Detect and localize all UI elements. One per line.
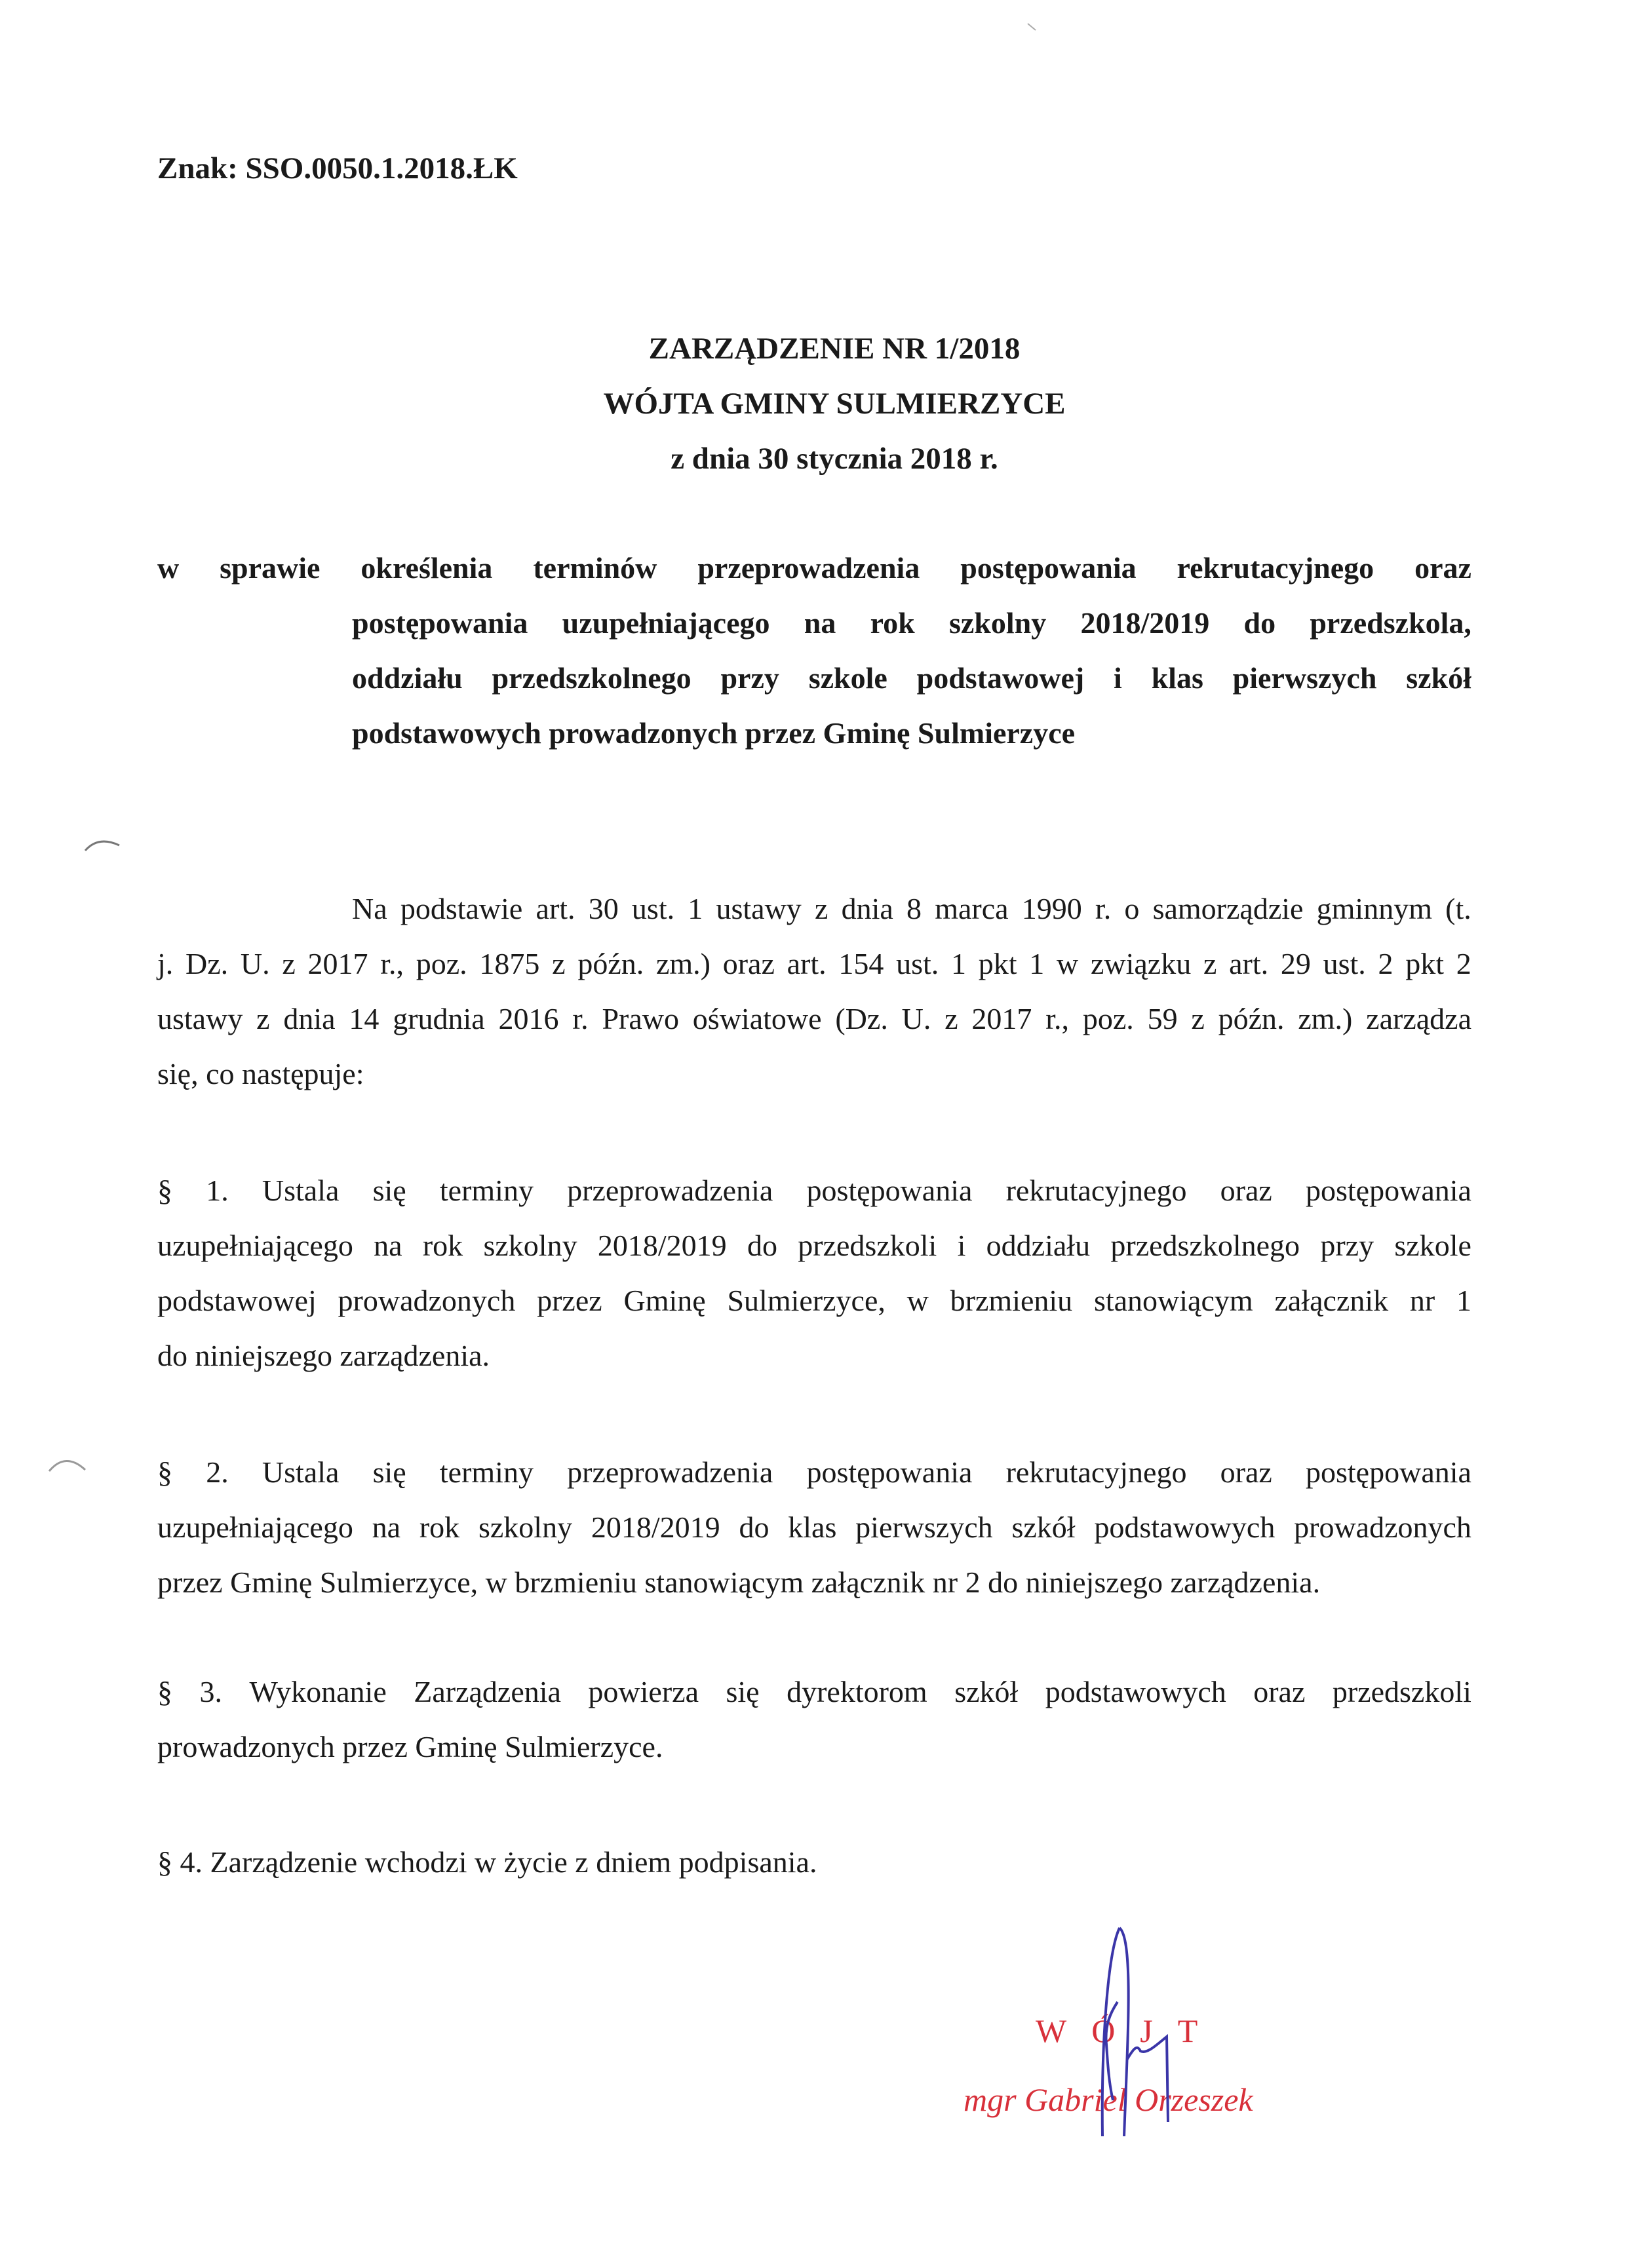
title-line: ZARZĄDZENIE NR 1/2018: [648, 332, 1021, 366]
document-subject: [157, 541, 1471, 761]
paragraph-line: uzupełniającego na rok szkolny 2018/2019 do przedszkoli i oddziału przedszkolnego przy szkole: [157, 1229, 1471, 1262]
paragraph-line: do niniejszego zarządzenia.: [157, 1339, 490, 1372]
title-date: z dnia 30 stycznia 2018 r.: [671, 442, 998, 476]
paragraph-line: Na podstawie art. 30 ust. 1 ustawy z dnia 8 marca 1990 r. o samorządzie gminnym (t.: [352, 892, 1471, 925]
paragraph-line: podstawowej prowadzonych przez Gminę Sulmierzyce, w brzmieniu stanowiącym załącznik nr 1: [157, 1284, 1471, 1317]
subject-line: w sprawie określenia terminów przeprowadzenia postępowania rekrutacyjnego oraz: [157, 551, 1471, 585]
scan-mark-arc: [46, 1451, 98, 1478]
official-stamp: [944, 1913, 1311, 2136]
legal-basis-paragraph: [157, 881, 1471, 1102]
paragraph-line: § 4. Zarządzenie wchodzi w życie z dniem podpisania.: [157, 1845, 817, 1879]
paragraph-line: ustawy z dnia 14 grudnia 2016 r. Prawo oświatowe (Dz. U. z 2017 r., poz. 59 z późn. zm.) zarządza: [157, 1002, 1471, 1035]
paragraph-line: się, co następuje:: [157, 1057, 364, 1090]
section-4: [157, 1835, 1471, 1890]
subject-line: podstawowych prowadzonych przez Gminę Sulmierzyce: [352, 716, 1076, 750]
stamp-title: WÓJT: [1036, 2012, 1223, 2049]
document-reference: Znak: SSO.0050.1.2018.ŁK: [157, 151, 518, 185]
paragraph-line: uzupełniającego na rok szkolny 2018/2019 do klas pierwszych szkół podstawowych prowadzonych: [157, 1510, 1471, 1544]
scan-mark-arc: [79, 832, 131, 858]
document-title: [0, 321, 1636, 486]
paragraph-line: § 3. Wykonanie Zarządzenia powierza się dyrektorom szkół podstawowych oraz przedszkoli: [157, 1675, 1471, 1708]
title-line: WÓJTA GMINY SULMIERZYCE: [603, 387, 1066, 421]
subject-line: postępowania uzupełniającego na rok szkolny 2018/2019 do przedszkola,: [352, 606, 1471, 640]
handwritten-signature-icon: [944, 1913, 1311, 2136]
paragraph-line: § 1. Ustala się terminy przeprowadzenia postępowania rekrutacyjnego oraz postępowania: [157, 1174, 1471, 1207]
stamp-name: mgr Gabriel Orzeszek: [964, 2081, 1253, 2118]
paragraph-line: przez Gminę Sulmierzyce, w brzmieniu stanowiącym załącznik nr 2 do niniejszego zarządzenia.: [157, 1566, 1321, 1599]
paragraph-line: j. Dz. U. z 2017 r., poz. 1875 z późn. zm.) oraz art. 154 ust. 1 pkt 1 w związku z art. 29 ust. 2 pkt 2: [157, 947, 1471, 980]
paragraph-line: prowadzonych przez Gminę Sulmierzyce.: [157, 1730, 663, 1763]
section-3: [157, 1664, 1471, 1775]
section-1: [157, 1163, 1471, 1383]
section-2: [157, 1445, 1471, 1610]
subject-line: oddziału przedszkolnego przy szkole podstawowej i klas pierwszych szkół: [352, 661, 1471, 695]
scan-speck: [1022, 18, 1049, 38]
paragraph-line: § 2. Ustala się terminy przeprowadzenia postępowania rekrutacyjnego oraz postępowania: [157, 1455, 1471, 1489]
